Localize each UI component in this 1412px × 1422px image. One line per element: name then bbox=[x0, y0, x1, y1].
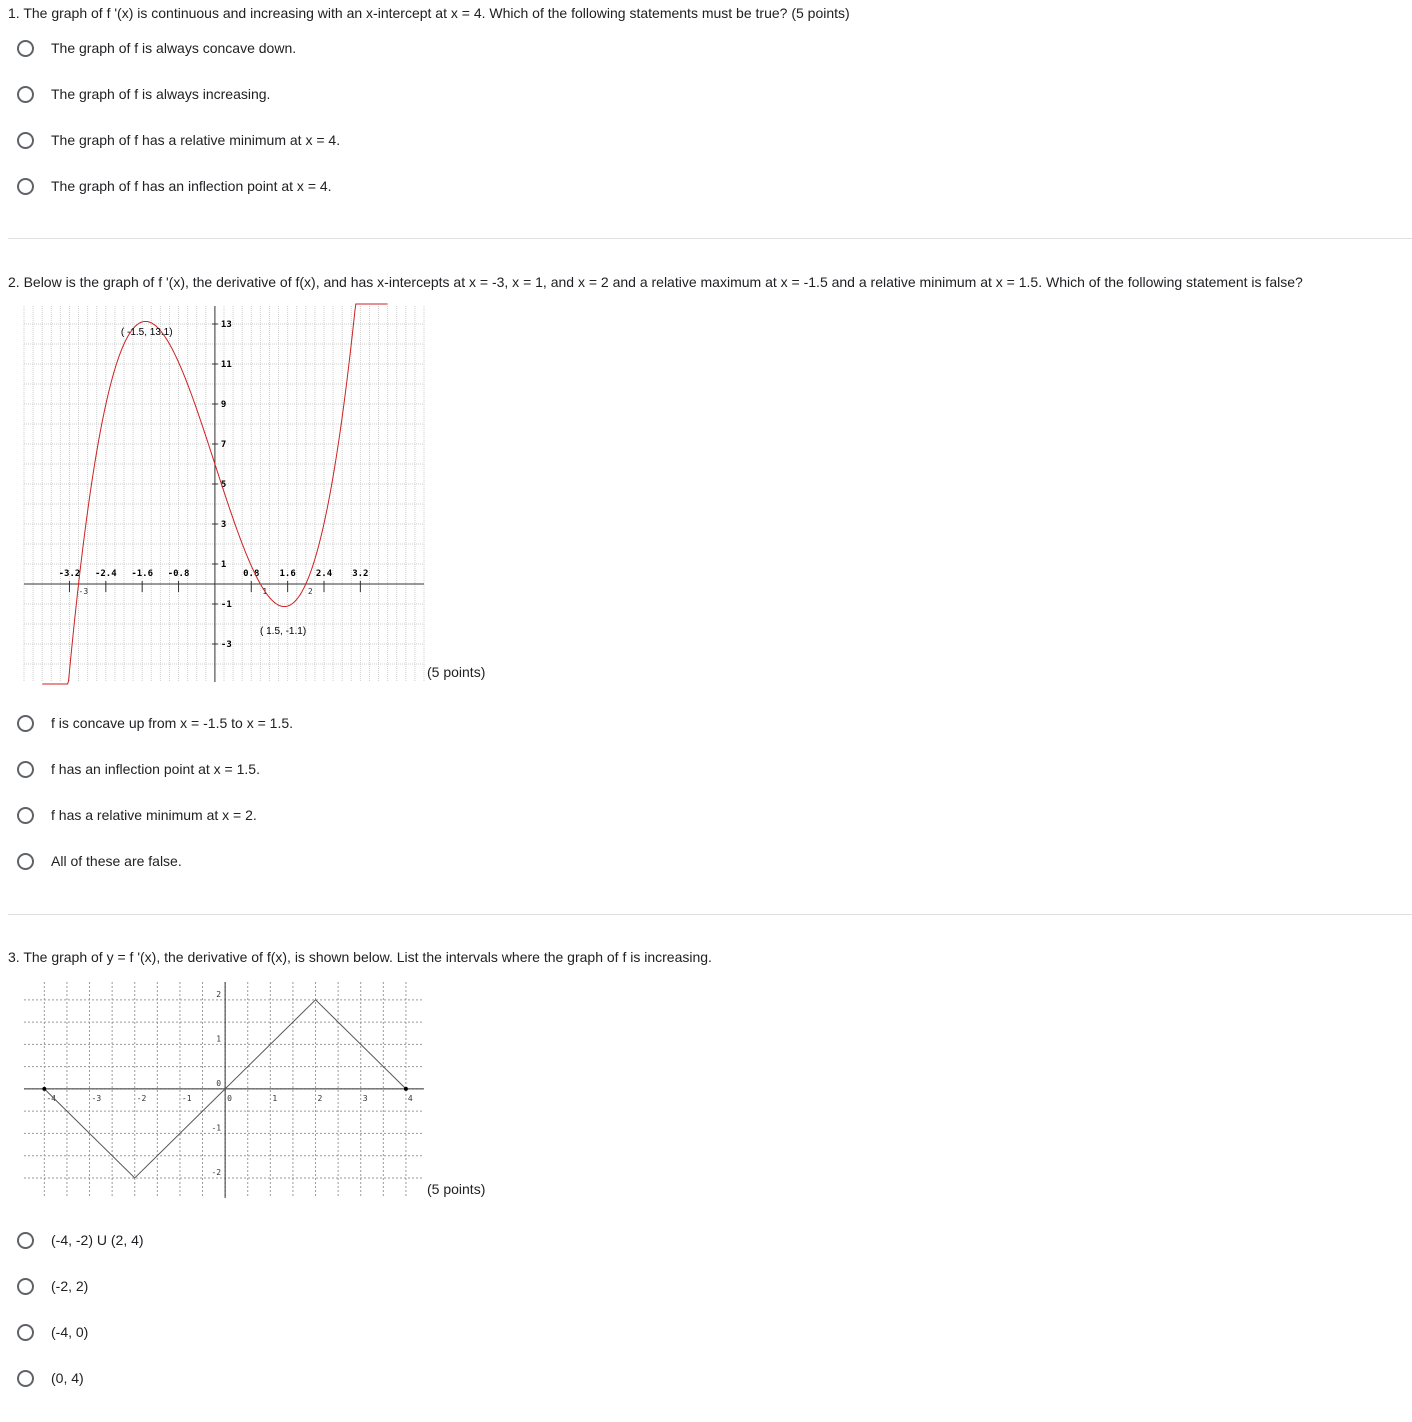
x-tick-label: 2 bbox=[317, 1093, 323, 1103]
x-tick-label: -2.4 bbox=[94, 569, 117, 579]
point-annotation: ( -1.5, 13.1) bbox=[120, 327, 173, 338]
y-tick-label: -1 bbox=[211, 1123, 222, 1133]
y-tick-label: 11 bbox=[220, 360, 232, 370]
x-tick-label: -3.2 bbox=[58, 569, 81, 579]
x-tick-label: -3 bbox=[91, 1093, 102, 1103]
y-tick-label: 1 bbox=[216, 1034, 222, 1044]
point-annotation: ( 1.5, -1.1) bbox=[260, 626, 307, 637]
q3-option-3[interactable] bbox=[17, 1320, 88, 1344]
x-tick-label: 3.2 bbox=[352, 569, 369, 579]
y-tick-label: 1 bbox=[220, 560, 227, 570]
question-3-points: (5 points) bbox=[427, 1181, 486, 1197]
option-label: f is concave up from x = -1.5 to x = 1.5. bbox=[51, 715, 294, 731]
q3-option-4[interactable] bbox=[17, 1366, 84, 1390]
cubic-derivative-graph bbox=[24, 306, 424, 682]
x-tick-label: -0.8 bbox=[167, 569, 190, 579]
x-tick-label: -1.6 bbox=[131, 569, 154, 579]
y-tick-label: -2 bbox=[211, 1167, 222, 1177]
x-tick-label: 1.6 bbox=[279, 569, 296, 579]
x-tick-label: -4 bbox=[46, 1093, 56, 1103]
option-label: (-4, 0) bbox=[51, 1324, 89, 1340]
radio-button[interactable] bbox=[17, 1370, 34, 1387]
option-label: f has an inflection point at x = 1.5. bbox=[51, 761, 260, 777]
q2-option-4[interactable] bbox=[17, 849, 182, 873]
x-tick-label: 1 bbox=[272, 1093, 278, 1103]
question-1-title: 1. The graph of f '(x) is continuous and increasing with an x-intercept at x = 4. Which of the following statements must be true? (5 points) bbox=[8, 5, 850, 21]
radio-button[interactable] bbox=[17, 132, 34, 149]
q3-option-2[interactable] bbox=[17, 1274, 88, 1298]
radio-button[interactable] bbox=[17, 853, 34, 870]
y-tick-label: 3 bbox=[220, 520, 227, 530]
question-divider bbox=[8, 914, 1412, 915]
x-intercept-label: 2 bbox=[307, 587, 313, 596]
q1-option-3[interactable] bbox=[17, 128, 340, 152]
radio-button[interactable] bbox=[17, 1232, 34, 1249]
x-intercept-label: 1 bbox=[262, 587, 268, 596]
q2-option-1[interactable] bbox=[17, 711, 293, 735]
question-3-title: 3. The graph of y = f '(x), the derivative of f(x), is shown below. List the intervals where the graph of f is increasing. bbox=[8, 949, 712, 965]
x-tick-label: 0 bbox=[227, 1093, 232, 1103]
option-label: (0, 4) bbox=[51, 1370, 84, 1386]
x-intercept-label: -3 bbox=[78, 587, 89, 596]
radio-button[interactable] bbox=[17, 40, 34, 57]
option-label: The graph of f is always increasing. bbox=[51, 86, 271, 102]
x-tick-label: 3 bbox=[362, 1093, 368, 1103]
q1-option-1[interactable] bbox=[17, 36, 296, 60]
radio-button[interactable] bbox=[17, 1278, 34, 1295]
option-label: f has a relative minimum at x = 2. bbox=[51, 807, 257, 823]
y-tick-label: -1 bbox=[220, 600, 232, 610]
q1-option-2[interactable] bbox=[17, 82, 270, 106]
radio-button[interactable] bbox=[17, 178, 34, 195]
y-tick-label: 2 bbox=[216, 989, 222, 999]
option-label: (-2, 2) bbox=[51, 1278, 89, 1294]
radio-button[interactable] bbox=[17, 86, 34, 103]
x-tick-label: -2 bbox=[136, 1093, 147, 1103]
y-tick-label: 5 bbox=[220, 480, 227, 490]
option-label: The graph of f is always concave down. bbox=[51, 40, 297, 56]
question-divider bbox=[8, 238, 1412, 239]
option-label: All of these are false. bbox=[51, 853, 182, 869]
q2-option-3[interactable] bbox=[17, 803, 257, 827]
piecewise-derivative-graph bbox=[24, 982, 424, 1198]
x-tick-label: 4 bbox=[407, 1093, 413, 1103]
y-tick-label: 13 bbox=[220, 320, 232, 330]
radio-button[interactable] bbox=[17, 761, 34, 778]
y-tick-label: 0 bbox=[216, 1078, 222, 1088]
endpoint-dot bbox=[42, 1087, 46, 1091]
q3-option-1[interactable] bbox=[17, 1228, 144, 1252]
x-tick-label: -1 bbox=[181, 1093, 192, 1103]
option-label: The graph of f has a relative minimum at x = 4. bbox=[51, 132, 341, 148]
question-2-points: (5 points) bbox=[427, 664, 486, 680]
y-tick-label: 7 bbox=[220, 440, 227, 450]
radio-button[interactable] bbox=[17, 807, 34, 824]
x-tick-label: 2.4 bbox=[315, 569, 333, 579]
option-label: The graph of f has an inflection point at x = 4. bbox=[51, 178, 332, 194]
x-tick-label: 0.8 bbox=[243, 569, 260, 579]
option-label: (-4, -2) U (2, 4) bbox=[51, 1232, 144, 1248]
q1-option-4[interactable] bbox=[17, 174, 332, 198]
question-2-title: 2. Below is the graph of f '(x), the derivative of f(x), and has x-intercepts at x = -3, x = 1, and x = 2 and a relative maximum at x = -1.5 and a relative minimum at x = 1.5. Which of the following statement is false? bbox=[8, 274, 1303, 290]
y-tick-label: -3 bbox=[220, 640, 232, 650]
radio-button[interactable] bbox=[17, 1324, 34, 1341]
radio-button[interactable] bbox=[17, 715, 34, 732]
q2-option-2[interactable] bbox=[17, 757, 260, 781]
y-tick-label: 9 bbox=[220, 400, 227, 410]
endpoint-dot bbox=[404, 1087, 408, 1091]
